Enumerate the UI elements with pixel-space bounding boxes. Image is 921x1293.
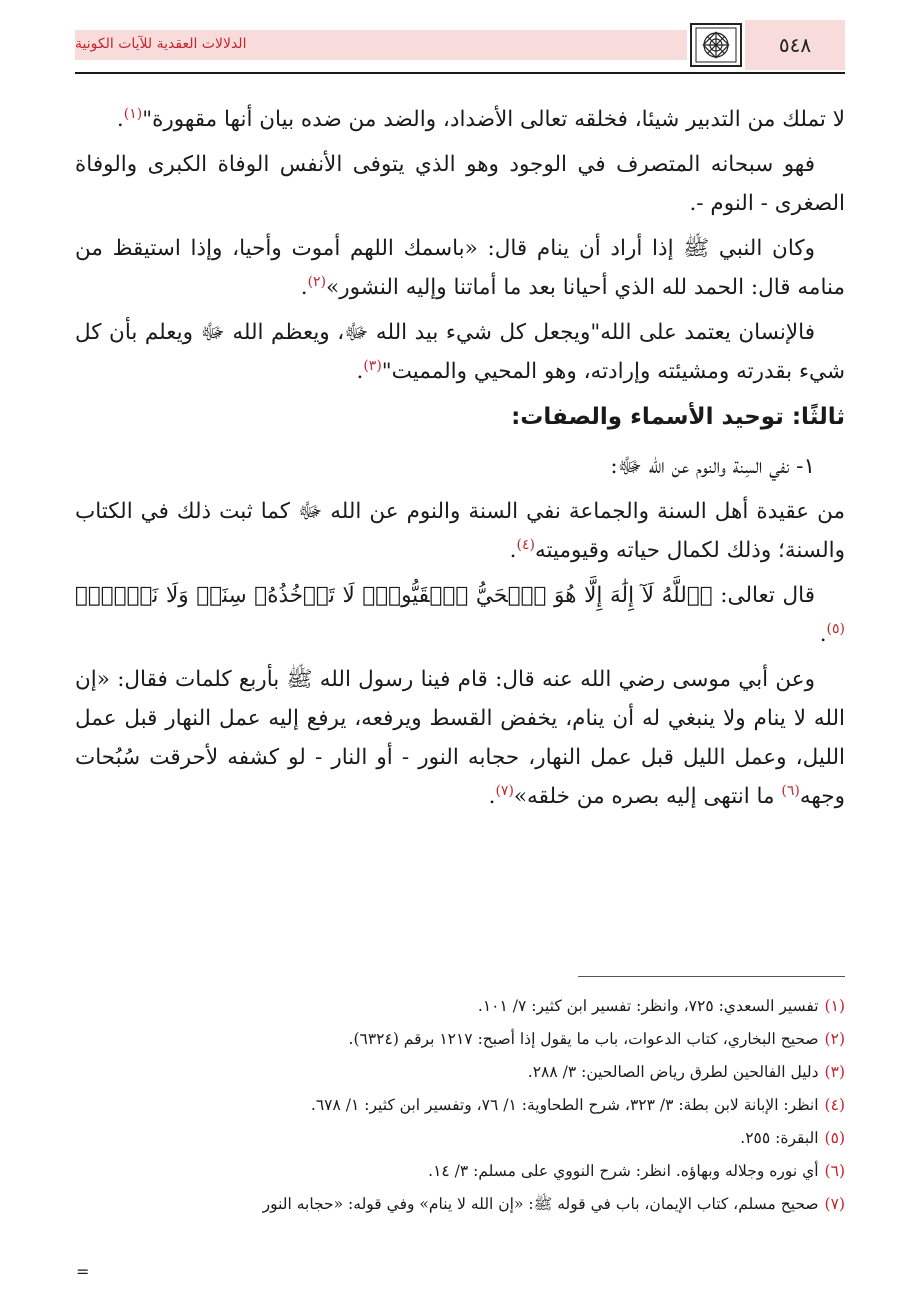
paragraph-5: ١- نفي السِنة والنوم عن الله ﷻ:: [610, 454, 815, 479]
footnote-ref: (٧): [495, 782, 514, 799]
footnote-divider: [578, 976, 845, 977]
ornament-icon: [687, 20, 745, 70]
paragraph-1: لا تملك من التدبير شيئا، فخلقه تعالى الأضداد، والضد من ضده بيان أنها مقهورة"$^{(١)}$.: [116, 105, 845, 132]
footnote-2: (٢)صحيح البخاري، كتاب الدعوات، باب ما يقول إذا أصبح: ١٢١٧ برقم (٦٣٢٤).: [348, 1030, 845, 1048]
footnote-ref: (١): [123, 105, 143, 122]
section-heading: ثالثًا: توحيد الأسماء والصفات:: [511, 404, 845, 430]
paragraph-2: فهو سبحانه المتصرف في الوجود وهو الذي يتوفى الأنفس الوفاة الكبرى والوفاة الصغرى - النوم -.: [75, 152, 845, 216]
footnote-1: (١)تفسير السعدي: ٧٢٥، وانظر: تفسير ابن كثير: ٧/ ١٠١.: [477, 997, 845, 1015]
paragraph-7: قال تعالى: ﴿ٱللَّهُ لَآ إِلَٰهَ إِلَّا هُوَ ٱلۡحَيُّ ٱلۡقَيُّومُۚ لَا تَأۡخُذُهُۥ سِنَةٞ وَلَا نَوۡمٞۚ﴾$^{(٥)}$.: [75, 583, 845, 647]
paragraph-3: وكان النبي ﷺ إذا أراد أن ينام قال: «باسمك اللهم أموت وأحيا، وإذا استيقظ من منامه قال: الحمد لله الذي أحيانا بعد ما أماتنا وإليه النشور»$^{(٢)}$.: [75, 236, 845, 300]
paragraph-8: وعن أبي موسى رضي الله عنه قال: قام فينا رسول الله ﷺ بأربع كلمات فقال: «إن الله لا ينام ولا ينبغي له أن ينام، يخفض القسط ويرفعه، يرفع إليه عمل النهار قبل عمل الليل، وعمل الليل قبل عمل النهار، حجابه النور - أو النار - لو كشفه لأحرقت سُبُحات وجهه$^{(٦)}$ ما انتهى إليه بصره من خلقه»$^{(٧)}$.: [75, 667, 845, 809]
footnote-6: (٦)أي نوره وجلاله وبهاؤه. انظر: شرح النووي على مسلم: ٣/ ١٤.: [428, 1162, 845, 1180]
footnote-ref: (٤): [516, 536, 535, 553]
continuation-mark: =: [76, 1262, 90, 1281]
footnote-ref: (٣): [363, 357, 382, 374]
header-title-bar: [75, 30, 687, 60]
paragraph-6: من عقيدة أهل السنة والجماعة نفي السنة والنوم عن الله ﷻ كما ثبت ذلك في الكتاب والسنة؛ وذلك لكمال حياته وقيوميته$^{(٤)}$.: [75, 499, 845, 563]
footnote-5: (٥)البقرة: ٢٥٥.: [740, 1129, 845, 1147]
header-rule: [75, 72, 845, 74]
footnote-3: (٣)دليل الفالحين لطرق رياض الصالحين: ٣/ ٢٨٨.: [527, 1063, 845, 1081]
main-text: [75, 100, 845, 822]
footnotes: [75, 990, 845, 1221]
paragraph-4: فالإنسان يعتمد على الله"ويجعل كل شيء بيد الله ﷻ، ويعظم الله ﷻ ويعلم بأن كل شيء بقدرته ومشيئته وإرادته، وهو المحيي والمميت"$^{(٣)}$.: [75, 320, 845, 384]
footnote-7: (٧)صحيح مسلم، كتاب الإيمان، باب في قوله ﷺ: «إن الله لا ينام» وفي قوله: «حجابه النور: [262, 1195, 845, 1213]
footnote-4: (٤)انظر: الإبانة لابن بطة: ٣/ ٣٢٣، شرح الطحاوية: ١/ ٧٦، وتفسير ابن كثير: ١/ ٦٧٨.: [310, 1096, 845, 1114]
page-header: [75, 20, 845, 70]
footnote-ref: (٥): [826, 620, 845, 637]
footnote-ref: (٢): [307, 273, 327, 290]
footnote-ref: (٦): [781, 782, 800, 799]
book-title: الدلالات العقدية للآيات الكونية: [75, 36, 247, 52]
page-number: ٥٤٨: [745, 20, 845, 70]
